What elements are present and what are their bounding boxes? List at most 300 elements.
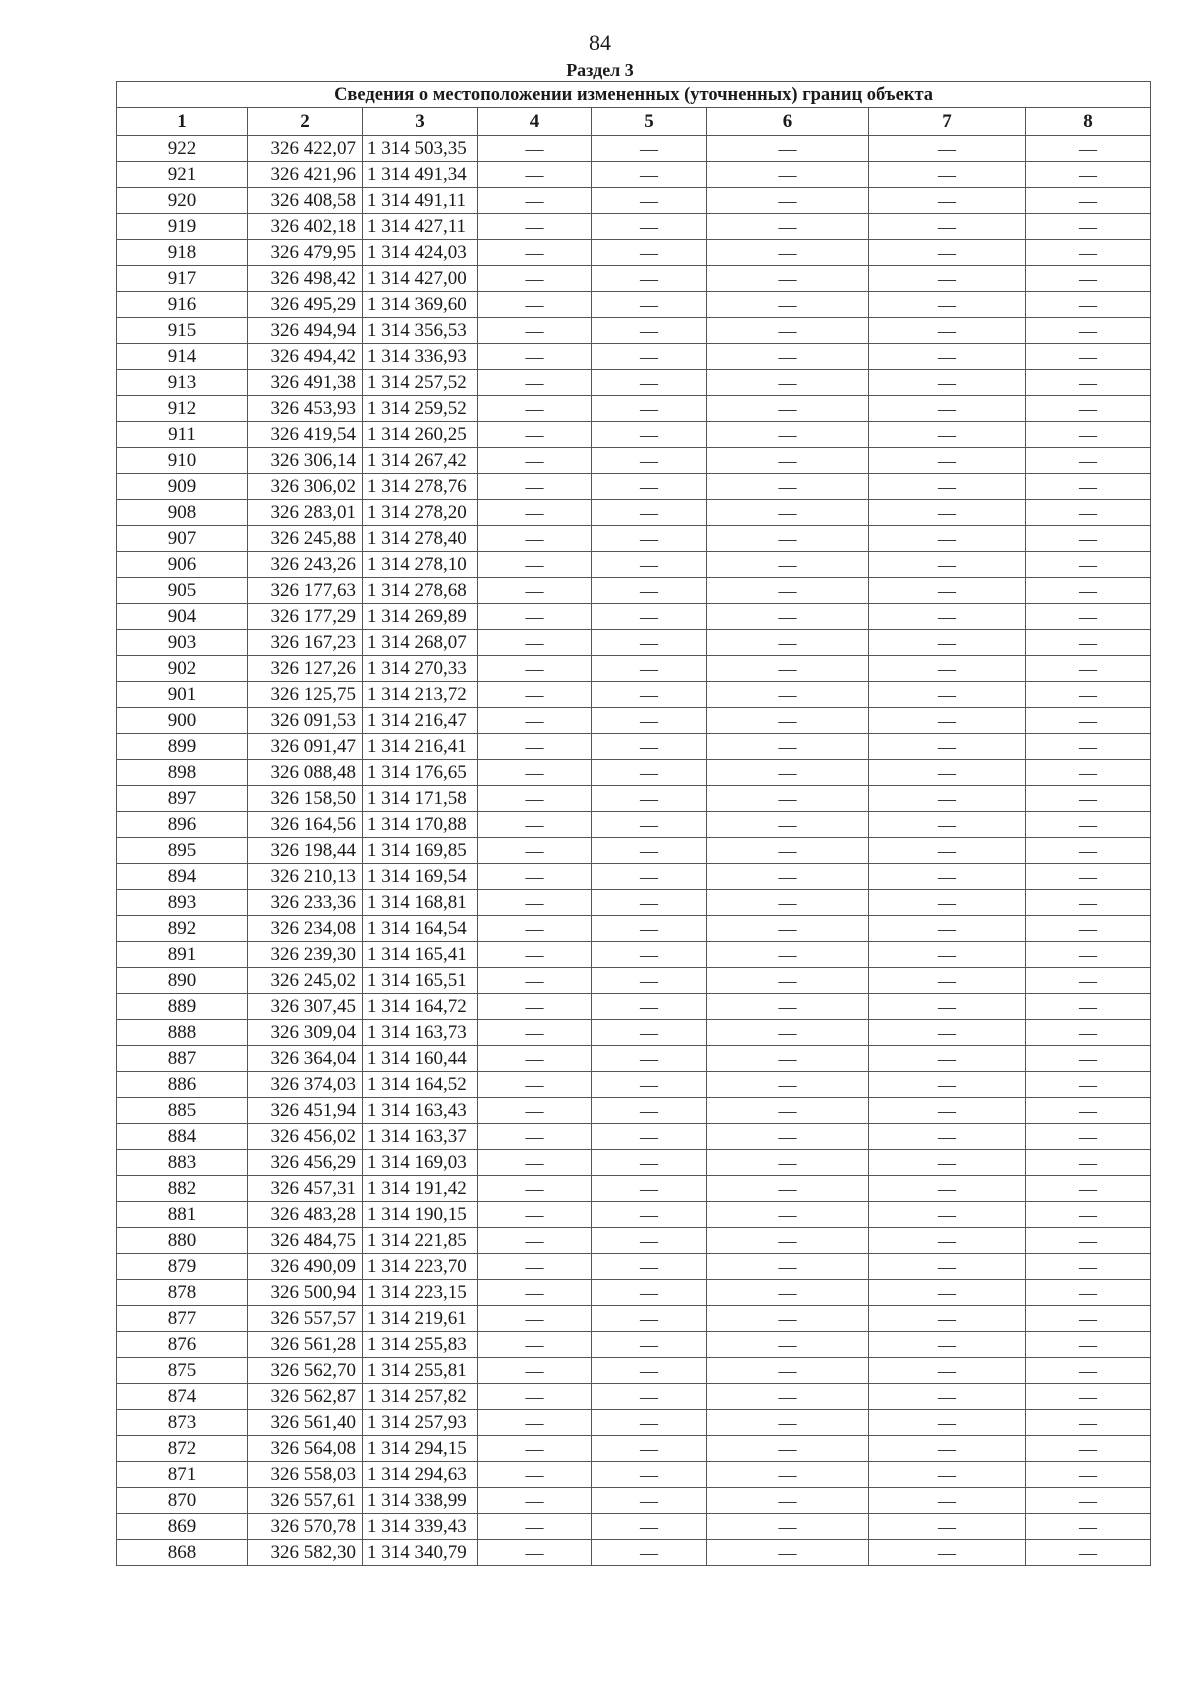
empty-value-cell: — bbox=[478, 1306, 592, 1332]
empty-value-cell: — bbox=[592, 786, 707, 812]
empty-value-cell: — bbox=[707, 604, 869, 630]
y-coordinate-cell: 1 314 270,33 bbox=[363, 656, 478, 682]
x-coordinate-cell: 326 167,23 bbox=[248, 630, 363, 656]
empty-value-cell: — bbox=[478, 708, 592, 734]
y-coordinate-cell: 1 314 278,10 bbox=[363, 552, 478, 578]
empty-value-cell: — bbox=[592, 1358, 707, 1384]
empty-value-cell: — bbox=[1026, 1072, 1151, 1098]
empty-value-cell: — bbox=[1026, 266, 1151, 292]
x-coordinate-cell: 326 239,30 bbox=[248, 942, 363, 968]
x-coordinate-cell: 326 164,56 bbox=[248, 812, 363, 838]
empty-value-cell: — bbox=[1026, 370, 1151, 396]
column-header: 2 bbox=[248, 108, 363, 136]
empty-value-cell: — bbox=[592, 448, 707, 474]
empty-value-cell: — bbox=[478, 188, 592, 214]
empty-value-cell: — bbox=[707, 1072, 869, 1098]
point-number-cell: 879 bbox=[117, 1254, 248, 1280]
empty-value-cell: — bbox=[707, 682, 869, 708]
table-row bbox=[117, 786, 1151, 812]
point-number-cell: 903 bbox=[117, 630, 248, 656]
y-coordinate-cell: 1 314 219,61 bbox=[363, 1306, 478, 1332]
y-coordinate-cell: 1 314 176,65 bbox=[363, 760, 478, 786]
table-row bbox=[117, 396, 1151, 422]
empty-value-cell: — bbox=[1026, 604, 1151, 630]
empty-value-cell: — bbox=[478, 1072, 592, 1098]
empty-value-cell: — bbox=[592, 1514, 707, 1540]
empty-value-cell: — bbox=[1026, 786, 1151, 812]
point-number-cell: 896 bbox=[117, 812, 248, 838]
empty-value-cell: — bbox=[1026, 136, 1151, 162]
table-row bbox=[117, 1228, 1151, 1254]
empty-value-cell: — bbox=[592, 630, 707, 656]
x-coordinate-cell: 326 558,03 bbox=[248, 1462, 363, 1488]
x-coordinate-cell: 326 562,87 bbox=[248, 1384, 363, 1410]
empty-value-cell: — bbox=[1026, 240, 1151, 266]
empty-value-cell: — bbox=[869, 136, 1026, 162]
x-coordinate-cell: 326 402,18 bbox=[248, 214, 363, 240]
empty-value-cell: — bbox=[592, 188, 707, 214]
empty-value-cell: — bbox=[1026, 1098, 1151, 1124]
point-number-cell: 922 bbox=[117, 136, 248, 162]
y-coordinate-cell: 1 314 216,47 bbox=[363, 708, 478, 734]
empty-value-cell: — bbox=[869, 370, 1026, 396]
empty-value-cell: — bbox=[592, 994, 707, 1020]
table-row bbox=[117, 344, 1151, 370]
table-row bbox=[117, 1254, 1151, 1280]
y-coordinate-cell: 1 314 169,85 bbox=[363, 838, 478, 864]
empty-value-cell: — bbox=[478, 994, 592, 1020]
empty-value-cell: — bbox=[478, 344, 592, 370]
table-row bbox=[117, 292, 1151, 318]
empty-value-cell: — bbox=[592, 916, 707, 942]
y-coordinate-cell: 1 314 163,37 bbox=[363, 1124, 478, 1150]
table-row bbox=[117, 812, 1151, 838]
empty-value-cell: — bbox=[1026, 1228, 1151, 1254]
x-coordinate-cell: 326 408,58 bbox=[248, 188, 363, 214]
empty-value-cell: — bbox=[1026, 760, 1151, 786]
y-coordinate-cell: 1 314 278,68 bbox=[363, 578, 478, 604]
empty-value-cell: — bbox=[707, 1046, 869, 1072]
y-coordinate-cell: 1 314 257,93 bbox=[363, 1410, 478, 1436]
y-coordinate-cell: 1 314 268,07 bbox=[363, 630, 478, 656]
y-coordinate-cell: 1 314 427,00 bbox=[363, 266, 478, 292]
empty-value-cell: — bbox=[1026, 318, 1151, 344]
table-row bbox=[117, 422, 1151, 448]
empty-value-cell: — bbox=[707, 1306, 869, 1332]
empty-value-cell: — bbox=[592, 760, 707, 786]
empty-value-cell: — bbox=[869, 630, 1026, 656]
empty-value-cell: — bbox=[478, 1124, 592, 1150]
x-coordinate-cell: 326 364,04 bbox=[248, 1046, 363, 1072]
table-row bbox=[117, 526, 1151, 552]
empty-value-cell: — bbox=[592, 812, 707, 838]
x-coordinate-cell: 326 500,94 bbox=[248, 1280, 363, 1306]
empty-value-cell: — bbox=[707, 526, 869, 552]
point-number-cell: 909 bbox=[117, 474, 248, 500]
y-coordinate-cell: 1 314 356,53 bbox=[363, 318, 478, 344]
table-row bbox=[117, 552, 1151, 578]
empty-value-cell: — bbox=[478, 1410, 592, 1436]
x-coordinate-cell: 326 483,28 bbox=[248, 1202, 363, 1228]
table-row bbox=[117, 656, 1151, 682]
empty-value-cell: — bbox=[592, 968, 707, 994]
empty-value-cell: — bbox=[592, 266, 707, 292]
empty-value-cell: — bbox=[1026, 344, 1151, 370]
table-row bbox=[117, 838, 1151, 864]
empty-value-cell: — bbox=[869, 1098, 1026, 1124]
empty-value-cell: — bbox=[707, 344, 869, 370]
empty-value-cell: — bbox=[869, 240, 1026, 266]
x-coordinate-cell: 326 306,02 bbox=[248, 474, 363, 500]
point-number-cell: 875 bbox=[117, 1358, 248, 1384]
empty-value-cell: — bbox=[1026, 1410, 1151, 1436]
empty-value-cell: — bbox=[707, 1332, 869, 1358]
empty-value-cell: — bbox=[869, 422, 1026, 448]
empty-value-cell: — bbox=[1026, 396, 1151, 422]
empty-value-cell: — bbox=[869, 812, 1026, 838]
empty-value-cell: — bbox=[478, 292, 592, 318]
empty-value-cell: — bbox=[478, 916, 592, 942]
y-coordinate-cell: 1 314 164,72 bbox=[363, 994, 478, 1020]
empty-value-cell: — bbox=[707, 240, 869, 266]
x-coordinate-cell: 326 233,36 bbox=[248, 890, 363, 916]
table-row bbox=[117, 474, 1151, 500]
empty-value-cell: — bbox=[869, 734, 1026, 760]
empty-value-cell: — bbox=[478, 422, 592, 448]
empty-value-cell: — bbox=[707, 812, 869, 838]
x-coordinate-cell: 326 498,42 bbox=[248, 266, 363, 292]
empty-value-cell: — bbox=[869, 448, 1026, 474]
x-coordinate-cell: 326 491,38 bbox=[248, 370, 363, 396]
empty-value-cell: — bbox=[1026, 1254, 1151, 1280]
boundary-coordinates-table bbox=[116, 81, 1151, 1566]
y-coordinate-cell: 1 314 294,63 bbox=[363, 1462, 478, 1488]
empty-value-cell: — bbox=[707, 786, 869, 812]
empty-value-cell: — bbox=[592, 864, 707, 890]
empty-value-cell: — bbox=[592, 1176, 707, 1202]
empty-value-cell: — bbox=[707, 1020, 869, 1046]
y-coordinate-cell: 1 314 259,52 bbox=[363, 396, 478, 422]
empty-value-cell: — bbox=[592, 838, 707, 864]
empty-value-cell: — bbox=[478, 630, 592, 656]
x-coordinate-cell: 326 457,31 bbox=[248, 1176, 363, 1202]
empty-value-cell: — bbox=[869, 1202, 1026, 1228]
point-number-cell: 880 bbox=[117, 1228, 248, 1254]
table-row bbox=[117, 604, 1151, 630]
empty-value-cell: — bbox=[1026, 500, 1151, 526]
table-row bbox=[117, 864, 1151, 890]
empty-value-cell: — bbox=[869, 942, 1026, 968]
table-row bbox=[117, 1540, 1151, 1566]
empty-value-cell: — bbox=[1026, 1020, 1151, 1046]
table-row bbox=[117, 1098, 1151, 1124]
empty-value-cell: — bbox=[869, 1124, 1026, 1150]
y-coordinate-cell: 1 314 171,58 bbox=[363, 786, 478, 812]
empty-value-cell: — bbox=[1026, 968, 1151, 994]
x-coordinate-cell: 326 557,61 bbox=[248, 1488, 363, 1514]
empty-value-cell: — bbox=[707, 916, 869, 942]
empty-value-cell: — bbox=[478, 1254, 592, 1280]
empty-value-cell: — bbox=[707, 734, 869, 760]
empty-value-cell: — bbox=[478, 682, 592, 708]
empty-value-cell: — bbox=[478, 1488, 592, 1514]
empty-value-cell: — bbox=[1026, 682, 1151, 708]
empty-value-cell: — bbox=[478, 1176, 592, 1202]
table-row bbox=[117, 968, 1151, 994]
empty-value-cell: — bbox=[478, 1280, 592, 1306]
empty-value-cell: — bbox=[869, 1176, 1026, 1202]
y-coordinate-cell: 1 314 169,54 bbox=[363, 864, 478, 890]
empty-value-cell: — bbox=[869, 968, 1026, 994]
x-coordinate-cell: 326 495,29 bbox=[248, 292, 363, 318]
table-row bbox=[117, 1124, 1151, 1150]
y-coordinate-cell: 1 314 260,25 bbox=[363, 422, 478, 448]
empty-value-cell: — bbox=[869, 396, 1026, 422]
table-body bbox=[117, 136, 1151, 1566]
x-coordinate-cell: 326 234,08 bbox=[248, 916, 363, 942]
empty-value-cell: — bbox=[592, 578, 707, 604]
table-row bbox=[117, 266, 1151, 292]
y-coordinate-cell: 1 314 278,40 bbox=[363, 526, 478, 552]
y-coordinate-cell: 1 314 278,76 bbox=[363, 474, 478, 500]
y-coordinate-cell: 1 314 427,11 bbox=[363, 214, 478, 240]
y-coordinate-cell: 1 314 255,81 bbox=[363, 1358, 478, 1384]
empty-value-cell: — bbox=[478, 812, 592, 838]
empty-value-cell: — bbox=[592, 292, 707, 318]
empty-value-cell: — bbox=[1026, 552, 1151, 578]
empty-value-cell: — bbox=[869, 474, 1026, 500]
table-row bbox=[117, 1280, 1151, 1306]
empty-value-cell: — bbox=[1026, 812, 1151, 838]
empty-value-cell: — bbox=[707, 1150, 869, 1176]
x-coordinate-cell: 326 088,48 bbox=[248, 760, 363, 786]
y-coordinate-cell: 1 314 165,41 bbox=[363, 942, 478, 968]
x-coordinate-cell: 326 307,45 bbox=[248, 994, 363, 1020]
x-coordinate-cell: 326 479,95 bbox=[248, 240, 363, 266]
empty-value-cell: — bbox=[869, 916, 1026, 942]
empty-value-cell: — bbox=[478, 578, 592, 604]
page-number: 84 bbox=[589, 30, 611, 55]
empty-value-cell: — bbox=[707, 188, 869, 214]
empty-value-cell: — bbox=[478, 786, 592, 812]
empty-value-cell: — bbox=[707, 1514, 869, 1540]
empty-value-cell: — bbox=[592, 682, 707, 708]
empty-value-cell: — bbox=[707, 552, 869, 578]
table-row bbox=[117, 916, 1151, 942]
empty-value-cell: — bbox=[707, 968, 869, 994]
empty-value-cell: — bbox=[592, 1124, 707, 1150]
empty-value-cell: — bbox=[478, 500, 592, 526]
empty-value-cell: — bbox=[707, 1540, 869, 1566]
point-number-cell: 906 bbox=[117, 552, 248, 578]
y-coordinate-cell: 1 314 369,60 bbox=[363, 292, 478, 318]
x-coordinate-cell: 326 177,29 bbox=[248, 604, 363, 630]
empty-value-cell: — bbox=[869, 188, 1026, 214]
x-coordinate-cell: 326 484,75 bbox=[248, 1228, 363, 1254]
column-header: 3 bbox=[363, 108, 478, 136]
point-number-cell: 892 bbox=[117, 916, 248, 942]
empty-value-cell: — bbox=[707, 1488, 869, 1514]
empty-value-cell: — bbox=[478, 396, 592, 422]
empty-value-cell: — bbox=[478, 656, 592, 682]
x-coordinate-cell: 326 419,54 bbox=[248, 422, 363, 448]
empty-value-cell: — bbox=[707, 318, 869, 344]
table-row bbox=[117, 318, 1151, 344]
table-row bbox=[117, 1514, 1151, 1540]
empty-value-cell: — bbox=[478, 1020, 592, 1046]
table-row bbox=[117, 734, 1151, 760]
empty-value-cell: — bbox=[869, 318, 1026, 344]
empty-value-cell: — bbox=[707, 1410, 869, 1436]
y-coordinate-cell: 1 314 170,88 bbox=[363, 812, 478, 838]
empty-value-cell: — bbox=[592, 500, 707, 526]
empty-value-cell: — bbox=[592, 1540, 707, 1566]
empty-value-cell: — bbox=[1026, 1150, 1151, 1176]
empty-value-cell: — bbox=[478, 1384, 592, 1410]
empty-value-cell: — bbox=[707, 1202, 869, 1228]
empty-value-cell: — bbox=[1026, 1332, 1151, 1358]
empty-value-cell: — bbox=[592, 422, 707, 448]
empty-value-cell: — bbox=[478, 162, 592, 188]
empty-value-cell: — bbox=[592, 942, 707, 968]
empty-value-cell: — bbox=[869, 1046, 1026, 1072]
point-number-cell: 898 bbox=[117, 760, 248, 786]
table-row bbox=[117, 136, 1151, 162]
empty-value-cell: — bbox=[478, 474, 592, 500]
empty-value-cell: — bbox=[592, 1254, 707, 1280]
x-coordinate-cell: 326 177,63 bbox=[248, 578, 363, 604]
empty-value-cell: — bbox=[478, 838, 592, 864]
empty-value-cell: — bbox=[478, 240, 592, 266]
empty-value-cell: — bbox=[869, 1540, 1026, 1566]
x-coordinate-cell: 326 125,75 bbox=[248, 682, 363, 708]
empty-value-cell: — bbox=[869, 760, 1026, 786]
y-coordinate-cell: 1 314 223,15 bbox=[363, 1280, 478, 1306]
x-coordinate-cell: 326 561,28 bbox=[248, 1332, 363, 1358]
empty-value-cell: — bbox=[707, 500, 869, 526]
empty-value-cell: — bbox=[478, 1098, 592, 1124]
empty-value-cell: — bbox=[1026, 526, 1151, 552]
empty-value-cell: — bbox=[869, 526, 1026, 552]
point-number-cell: 888 bbox=[117, 1020, 248, 1046]
empty-value-cell: — bbox=[478, 734, 592, 760]
table-row bbox=[117, 890, 1151, 916]
point-number-cell: 912 bbox=[117, 396, 248, 422]
point-number-cell: 900 bbox=[117, 708, 248, 734]
point-number-cell: 868 bbox=[117, 1540, 248, 1566]
empty-value-cell: — bbox=[1026, 474, 1151, 500]
column-header: 5 bbox=[592, 108, 707, 136]
empty-value-cell: — bbox=[478, 1150, 592, 1176]
empty-value-cell: — bbox=[592, 318, 707, 344]
empty-value-cell: — bbox=[478, 1228, 592, 1254]
empty-value-cell: — bbox=[707, 266, 869, 292]
empty-value-cell: — bbox=[869, 1514, 1026, 1540]
empty-value-cell: — bbox=[869, 1332, 1026, 1358]
point-number-cell: 874 bbox=[117, 1384, 248, 1410]
empty-value-cell: — bbox=[592, 240, 707, 266]
y-coordinate-cell: 1 314 257,52 bbox=[363, 370, 478, 396]
empty-value-cell: — bbox=[1026, 1462, 1151, 1488]
empty-value-cell: — bbox=[707, 890, 869, 916]
empty-value-cell: — bbox=[869, 708, 1026, 734]
empty-value-cell: — bbox=[707, 942, 869, 968]
x-coordinate-cell: 326 451,94 bbox=[248, 1098, 363, 1124]
point-number-cell: 913 bbox=[117, 370, 248, 396]
empty-value-cell: — bbox=[1026, 994, 1151, 1020]
table-row bbox=[117, 1410, 1151, 1436]
x-coordinate-cell: 326 561,40 bbox=[248, 1410, 363, 1436]
point-number-cell: 878 bbox=[117, 1280, 248, 1306]
empty-value-cell: — bbox=[1026, 1280, 1151, 1306]
point-number-cell: 881 bbox=[117, 1202, 248, 1228]
point-number-cell: 904 bbox=[117, 604, 248, 630]
empty-value-cell: — bbox=[478, 1046, 592, 1072]
empty-value-cell: — bbox=[869, 162, 1026, 188]
table-row bbox=[117, 1358, 1151, 1384]
empty-value-cell: — bbox=[869, 500, 1026, 526]
empty-value-cell: — bbox=[1026, 942, 1151, 968]
point-number-cell: 893 bbox=[117, 890, 248, 916]
x-coordinate-cell: 326 494,94 bbox=[248, 318, 363, 344]
column-header: 7 bbox=[869, 108, 1026, 136]
empty-value-cell: — bbox=[478, 552, 592, 578]
empty-value-cell: — bbox=[869, 344, 1026, 370]
empty-value-cell: — bbox=[707, 396, 869, 422]
point-number-cell: 907 bbox=[117, 526, 248, 552]
table-row bbox=[117, 1046, 1151, 1072]
empty-value-cell: — bbox=[707, 1098, 869, 1124]
empty-value-cell: — bbox=[1026, 734, 1151, 760]
x-coordinate-cell: 326 494,42 bbox=[248, 344, 363, 370]
y-coordinate-cell: 1 314 163,43 bbox=[363, 1098, 478, 1124]
empty-value-cell: — bbox=[478, 370, 592, 396]
table-row bbox=[117, 1020, 1151, 1046]
column-header: 6 bbox=[707, 108, 869, 136]
point-number-cell: 885 bbox=[117, 1098, 248, 1124]
y-coordinate-cell: 1 314 191,42 bbox=[363, 1176, 478, 1202]
x-coordinate-cell: 326 306,14 bbox=[248, 448, 363, 474]
point-number-cell: 921 bbox=[117, 162, 248, 188]
empty-value-cell: — bbox=[592, 474, 707, 500]
empty-value-cell: — bbox=[592, 214, 707, 240]
empty-value-cell: — bbox=[707, 994, 869, 1020]
empty-value-cell: — bbox=[1026, 1436, 1151, 1462]
empty-value-cell: — bbox=[869, 292, 1026, 318]
empty-value-cell: — bbox=[707, 1124, 869, 1150]
empty-value-cell: — bbox=[707, 760, 869, 786]
empty-value-cell: — bbox=[869, 838, 1026, 864]
y-coordinate-cell: 1 314 491,34 bbox=[363, 162, 478, 188]
empty-value-cell: — bbox=[478, 760, 592, 786]
y-coordinate-cell: 1 314 163,73 bbox=[363, 1020, 478, 1046]
x-coordinate-cell: 326 245,02 bbox=[248, 968, 363, 994]
x-coordinate-cell: 326 245,88 bbox=[248, 526, 363, 552]
x-coordinate-cell: 326 564,08 bbox=[248, 1436, 363, 1462]
point-number-cell: 886 bbox=[117, 1072, 248, 1098]
empty-value-cell: — bbox=[869, 1358, 1026, 1384]
y-coordinate-cell: 1 314 257,82 bbox=[363, 1384, 478, 1410]
y-coordinate-cell: 1 314 168,81 bbox=[363, 890, 478, 916]
point-number-cell: 894 bbox=[117, 864, 248, 890]
empty-value-cell: — bbox=[592, 136, 707, 162]
empty-value-cell: — bbox=[1026, 708, 1151, 734]
empty-value-cell: — bbox=[1026, 448, 1151, 474]
empty-value-cell: — bbox=[707, 1176, 869, 1202]
x-coordinate-cell: 326 456,29 bbox=[248, 1150, 363, 1176]
table-title: Сведения о местоположении измененных (уточненных) границ объекта bbox=[117, 82, 1151, 108]
empty-value-cell: — bbox=[1026, 1488, 1151, 1514]
